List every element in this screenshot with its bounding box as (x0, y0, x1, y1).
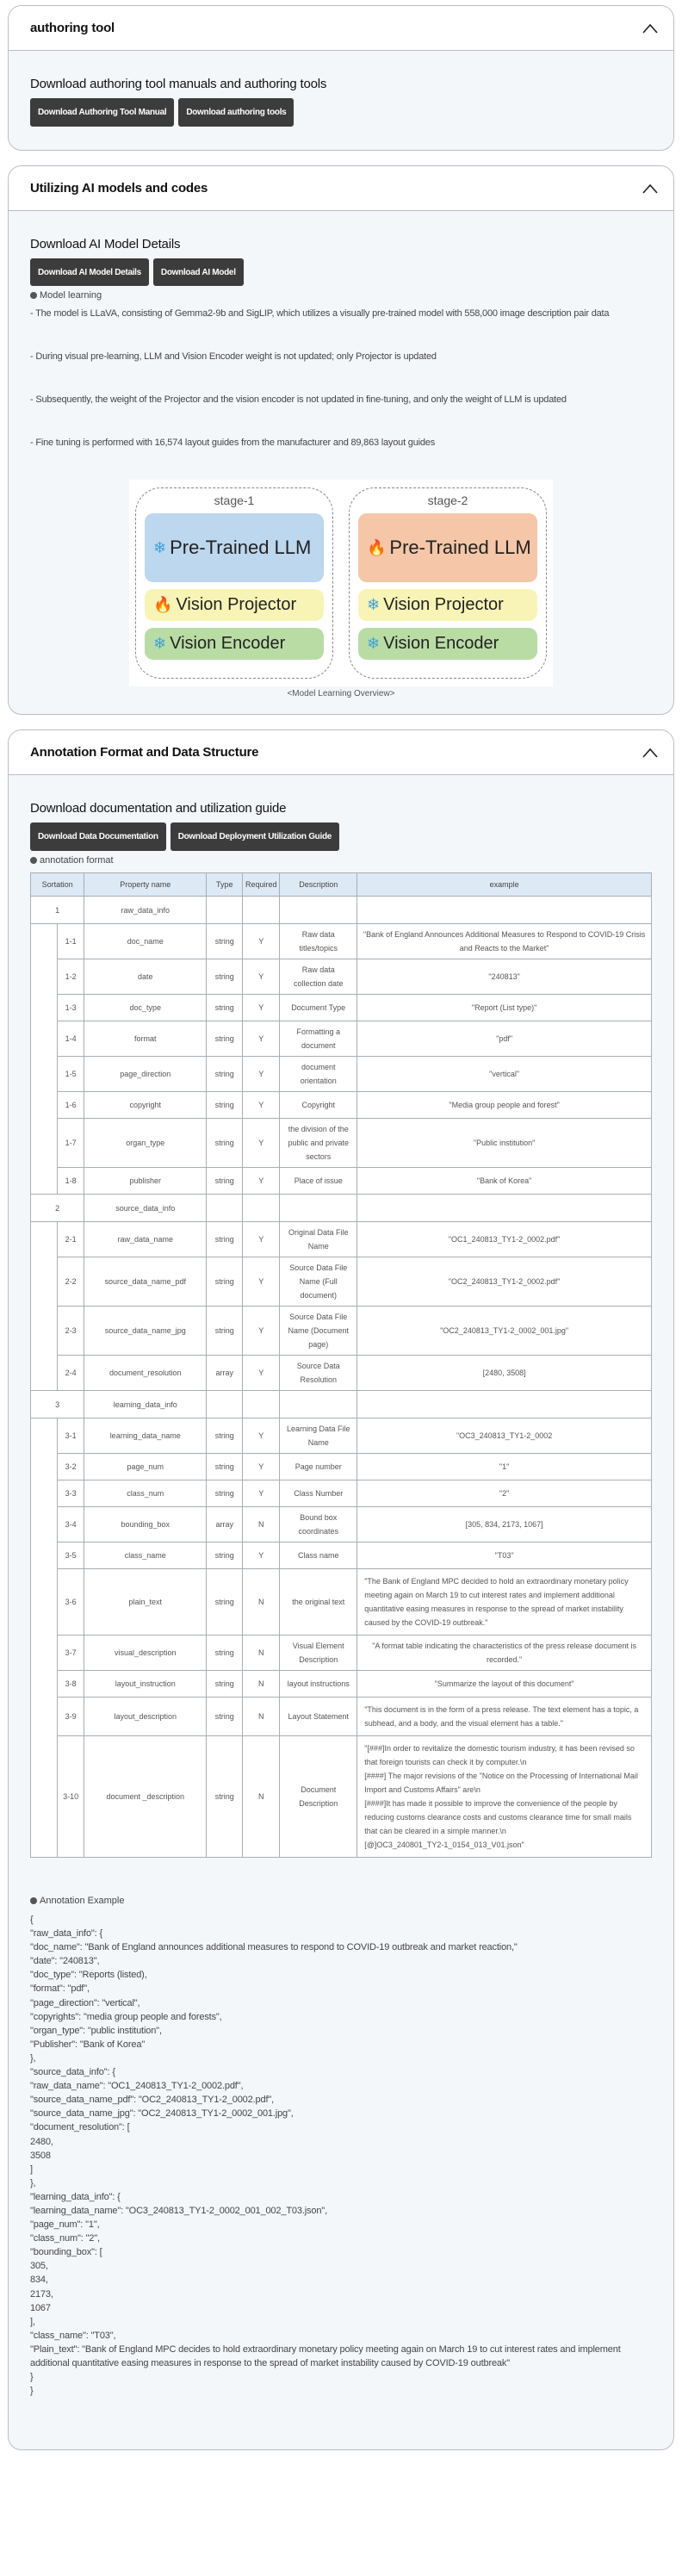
chevron-up-icon[interactable] (642, 22, 659, 34)
indent-cell (31, 1480, 58, 1507)
property-name-cell: raw_data_name (84, 1222, 207, 1257)
annotation-header[interactable] (9, 730, 673, 775)
description-cell: Layout Statement (280, 1698, 357, 1736)
table-row (31, 1418, 652, 1454)
indent-cell (31, 1698, 58, 1736)
snowflake-icon: ❄ (153, 538, 167, 556)
example-cell: "Summarize the layout of this document" (357, 1671, 652, 1698)
example-cell: "2" (357, 1480, 652, 1507)
download-ai-model-button[interactable]: Download AI Model (153, 258, 244, 286)
type-cell: string (207, 1542, 243, 1569)
fire-icon: 🔥 (153, 596, 173, 613)
empty-cell (207, 1391, 243, 1418)
property-name-cell: copyright (84, 1092, 207, 1119)
required-cell: Y (243, 1021, 280, 1057)
annotation-format-bullet (30, 855, 652, 866)
table-row (31, 1168, 652, 1195)
description-cell: Learning Data File Name (280, 1418, 357, 1454)
type-cell: array (207, 1356, 243, 1391)
required-cell: Y (243, 1168, 280, 1195)
indent-cell (31, 1222, 58, 1257)
required-cell: N (243, 1636, 280, 1671)
type-cell: string (207, 1569, 243, 1636)
table-row (31, 924, 652, 959)
ai-models-header[interactable] (9, 166, 673, 211)
group-name-cell: learning_data_info (84, 1391, 207, 1418)
table-row (31, 1356, 652, 1391)
indent-cell (31, 1736, 58, 1858)
table-row (31, 1454, 652, 1480)
example-cell: "T03" (357, 1542, 652, 1569)
table-row (31, 1507, 652, 1542)
section-title: Download AI Model Details (30, 237, 181, 251)
group-number-cell: 3 (31, 1391, 84, 1418)
property-name-cell: layout_description (84, 1698, 207, 1736)
model-paragraph: - The model is LLaVA, consisting of Gemma2-9b and SigLIP, which utilizes a visually pre-trained model with 558,000 image description pair data (30, 308, 610, 319)
bullet-label: Model learning (40, 290, 102, 301)
property-name-cell: document_resolution (84, 1356, 207, 1391)
column-header: Type (207, 873, 243, 897)
table-body (31, 897, 652, 1858)
required-cell: N (243, 1569, 280, 1636)
group-number-cell: 2 (31, 1195, 84, 1222)
section-title: Download documentation and utilization guide (30, 801, 287, 816)
table-row (31, 1480, 652, 1507)
model-paragraph: - During visual pre-learning, LLM and Vision Encoder weight is not updated; only Projector is updated (30, 351, 437, 362)
required-cell: Y (243, 1257, 280, 1307)
example-cell: "This document is in the form of a press release. The text element has a topic, a subhead, and a body, and the visual element has a table." (357, 1698, 652, 1736)
description-cell: Class name (280, 1542, 357, 1569)
block-label: Vision Encoder (170, 634, 286, 653)
required-cell: Y (243, 1480, 280, 1507)
required-cell: N (243, 1698, 280, 1736)
authoring-tool-body (9, 51, 673, 150)
snowflake-icon: ❄ (153, 635, 167, 652)
annotation-example-code: { "raw_data_info": { "doc_name": "Bank of England announces additional measures to respond to COVID-19 outbreak and market reaction," "date": "240813", "doc_type": "Reports (listed), "format": "pdf", "page_direction": "vertical", "copyrights": "media group people and forests", "organ_type": "public institution", "Publisher": "Bank of Korea" }, "source_data_info": { "raw_data_name": "OC1_240813_TY1-2_0002.pdf", "source_data_name_pdf": "OC2_240813_TY1-2_0002.pdf", "source_data_name_jpg": "OC2_240813_TY1-2_0002_001.jpg", "document_resolution": [ 2480, 3508 ] }, "learning_data_info": { "learning_data_name": "OC3_240813_TY1-2_0002_001_002_T03.json", "page_num": "1", "class_num": "2", "bounding_box": [ 305, 834, 2173, 1067 ], "class_name": "T03", "Plain_text": "Bank of England MPC decides to hold extraordinary monetary policy meeting again on March 19 to cut interest rates and implement additional quantitative easing measures in response to the spread of market instability caused by COVID-19 outbreak" } } (30, 1915, 621, 2397)
sortation-cell: 1-5 (58, 1057, 84, 1092)
sortation-cell: 1-6 (58, 1092, 84, 1119)
indent-cell (31, 1119, 58, 1168)
block-label: Pre-Trained LLM (170, 537, 312, 558)
group-name-cell: raw_data_info (84, 897, 207, 924)
table-row (31, 1542, 652, 1569)
download-ai-model-details-button[interactable]: Download AI Model Details (30, 258, 149, 286)
type-cell: string (207, 1119, 243, 1168)
snowflake-icon: ❄ (367, 596, 381, 613)
sortation-cell: 3-6 (58, 1569, 84, 1636)
property-name-cell: page_direction (84, 1057, 207, 1092)
indent-cell (31, 1057, 58, 1092)
indent-cell (31, 1418, 58, 1454)
required-cell: N (243, 1671, 280, 1698)
property-name-cell: format (84, 1021, 207, 1057)
type-cell: string (207, 1057, 243, 1092)
group-name-cell: source_data_info (84, 1195, 207, 1222)
chevron-up-icon[interactable] (642, 183, 659, 195)
table-row (31, 959, 652, 995)
description-cell: Page number (280, 1454, 357, 1480)
model-learning-bullet (30, 290, 652, 301)
description-cell: Formatting a document (280, 1021, 357, 1057)
block-label: Vision Projector (176, 595, 297, 614)
sortation-cell: 1-3 (58, 995, 84, 1021)
sortation-cell: 1-2 (58, 959, 84, 995)
property-name-cell: date (84, 959, 207, 995)
sortation-cell: 1-1 (58, 924, 84, 959)
column-header: example (357, 873, 652, 897)
property-name-cell: class_num (84, 1480, 207, 1507)
property-name-cell: visual_description (84, 1636, 207, 1671)
empty-cell (243, 897, 280, 924)
indent-cell (31, 924, 58, 959)
vision-encoder-block (358, 628, 537, 660)
annotation-format-table (30, 872, 652, 1858)
download-authoring-tools-button[interactable]: Download authoring tools (178, 98, 294, 127)
type-cell: string (207, 1736, 243, 1858)
table-row (31, 1021, 652, 1057)
type-cell: string (207, 959, 243, 995)
example-cell: "Public institution" (357, 1119, 652, 1168)
empty-cell (243, 1391, 280, 1418)
pretrained-llm-block (358, 513, 537, 582)
type-cell: string (207, 1092, 243, 1119)
column-header: Required (243, 873, 280, 897)
sortation-cell: 3-5 (58, 1542, 84, 1569)
required-cell: Y (243, 1222, 280, 1257)
required-cell: Y (243, 1542, 280, 1569)
type-cell: string (207, 1222, 243, 1257)
vision-encoder-block (145, 628, 324, 660)
empty-cell (280, 1195, 357, 1222)
property-name-cell: document _description (84, 1736, 207, 1858)
description-cell: document orientation (280, 1057, 357, 1092)
description-cell: Document Type (280, 995, 357, 1021)
figure-caption: <Model Learning Overview> (287, 689, 395, 698)
stage-label: stage-1 (214, 493, 255, 507)
property-name-cell: plain_text (84, 1569, 207, 1636)
table-row (31, 1119, 652, 1168)
indent-cell (31, 1636, 58, 1671)
description-cell: Original Data File Name (280, 1222, 357, 1257)
property-name-cell: source_data_name_pdf (84, 1257, 207, 1307)
description-cell: Class Number (280, 1480, 357, 1507)
table-row (31, 1671, 652, 1698)
empty-cell (280, 897, 357, 924)
sortation-cell: 1-4 (58, 1021, 84, 1057)
empty-cell (357, 1195, 652, 1222)
ai-models-panel (8, 165, 674, 715)
description-cell: Source Data File Name (Full document) (280, 1257, 357, 1307)
indent-cell (31, 1507, 58, 1542)
table-row (31, 1698, 652, 1736)
table-row (31, 1092, 652, 1119)
empty-cell (207, 897, 243, 924)
property-name-cell: layout_instruction (84, 1671, 207, 1698)
description-cell: the original text (280, 1569, 357, 1636)
description-cell: Document Description (280, 1736, 357, 1858)
property-name-cell: organ_type (84, 1119, 207, 1168)
required-cell: Y (243, 1307, 280, 1356)
required-cell: Y (243, 1418, 280, 1454)
panel-title: Annotation Format and Data Structure (30, 745, 259, 760)
type-cell: string (207, 1021, 243, 1057)
indent-cell (31, 1454, 58, 1480)
indent-cell (31, 1569, 58, 1636)
sortation-cell: 3-10 (58, 1736, 84, 1858)
sortation-cell: 3-3 (58, 1480, 84, 1507)
panel-title: authoring tool (30, 21, 115, 35)
type-cell: string (207, 1698, 243, 1736)
table-row (31, 1736, 652, 1858)
block-label: Vision Projector (383, 595, 504, 614)
property-name-cell: publisher (84, 1168, 207, 1195)
group-number-cell: 1 (31, 897, 84, 924)
property-name-cell: class_name (84, 1542, 207, 1569)
table-row (31, 995, 652, 1021)
sortation-cell: 3-1 (58, 1418, 84, 1454)
indent-cell (31, 1257, 58, 1307)
example-cell: "OC2_240813_TY1-2_0002.pdf" (357, 1257, 652, 1307)
authoring-tool-header[interactable] (9, 6, 673, 51)
table-group-row (31, 1391, 652, 1418)
property-name-cell: learning_data_name (84, 1418, 207, 1454)
description-cell: Source Data Resolution (280, 1356, 357, 1391)
required-cell: Y (243, 1356, 280, 1391)
download-data-documentation-button[interactable]: Download Data Documentation (30, 822, 166, 851)
description-cell: Place of issue (280, 1168, 357, 1195)
type-cell: string (207, 1418, 243, 1454)
table-row (31, 1636, 652, 1671)
column-header: Property name (84, 873, 207, 897)
model-learning-figure (129, 480, 553, 698)
bullet-dot-icon (30, 292, 37, 299)
example-cell: "OC1_240813_TY1-2_0002.pdf" (357, 1222, 652, 1257)
table-group-row (31, 897, 652, 924)
sortation-cell: 3-8 (58, 1671, 84, 1698)
example-cell: "The Bank of England MPC decided to hold an extraordinary monetary policy meeting again on March 19 to cut interest rates and implement additional quantitative easing measures in response to the spread of market instability caused by the COVID-19 outbreak." (357, 1569, 652, 1636)
property-name-cell: doc_type (84, 995, 207, 1021)
empty-cell (357, 1391, 652, 1418)
model-paragraph: - Subsequently, the weight of the Projector and the vision encoder is not updated in fine-tuning, and only the weight of LLM is updated (30, 394, 567, 405)
indent-cell (31, 1542, 58, 1569)
table-row (31, 1057, 652, 1092)
download-authoring-tool-manual-button[interactable]: Download Authoring Tool Manual (30, 98, 174, 127)
type-cell: string (207, 1480, 243, 1507)
sortation-cell: 1-7 (58, 1119, 84, 1168)
type-cell: string (207, 1168, 243, 1195)
sortation-cell: 2-3 (58, 1307, 84, 1356)
property-name-cell: page_num (84, 1454, 207, 1480)
example-cell: "OC3_240813_TY1-2_0002 (357, 1418, 652, 1454)
type-cell: string (207, 924, 243, 959)
column-header: Description (280, 873, 357, 897)
bullet-dot-icon (30, 1897, 37, 1904)
example-cell: "pdf" (357, 1021, 652, 1057)
model-paragraph: - Fine tuning is performed with 16,574 layout guides from the manufacturer and 89,863 layout guides (30, 438, 435, 448)
annotation-example-bullet (30, 1896, 652, 1906)
column-header: Sortation (31, 873, 84, 897)
block-label: Vision Encoder (383, 634, 499, 653)
type-cell: string (207, 995, 243, 1021)
example-cell: "OC2_240813_TY1-2_0002_001.jpg" (357, 1307, 652, 1356)
stage-2-box (349, 487, 547, 679)
example-cell: "Report (List type)" (357, 995, 652, 1021)
example-cell: "1" (357, 1454, 652, 1480)
example-cell: "vertical" (357, 1057, 652, 1092)
indent-cell (31, 1307, 58, 1356)
description-cell: Visual Element Description (280, 1636, 357, 1671)
sortation-cell: 2-4 (58, 1356, 84, 1391)
sortation-cell: 3-2 (58, 1454, 84, 1480)
type-cell: string (207, 1671, 243, 1698)
property-name-cell: source_data_name_jpg (84, 1307, 207, 1356)
empty-cell (280, 1391, 357, 1418)
description-cell: layout instructions (280, 1671, 357, 1698)
required-cell: Y (243, 1119, 280, 1168)
stage-label: stage-2 (427, 493, 468, 507)
description-cell: Raw data titles/topics (280, 924, 357, 959)
description-cell: the division of the public and private sectors (280, 1119, 357, 1168)
indent-cell (31, 1092, 58, 1119)
property-name-cell: doc_name (84, 924, 207, 959)
example-cell: "Bank of England Announces Additional Measures to Respond to COVID-19 Crisis and Reacts to the Market" (357, 924, 652, 959)
vision-projector-block (358, 589, 537, 621)
model-learning-diagram (129, 480, 553, 686)
sortation-cell: 3-9 (58, 1698, 84, 1736)
required-cell: Y (243, 1092, 280, 1119)
required-cell: N (243, 1736, 280, 1858)
type-cell: string (207, 1257, 243, 1307)
bullet-dot-icon (30, 857, 37, 864)
description-cell: Source Data File Name (Document page) (280, 1307, 357, 1356)
type-cell: string (207, 1636, 243, 1671)
indent-cell (31, 1021, 58, 1057)
example-cell: "A format table indicating the characteristics of the press release document is recorded." (357, 1636, 652, 1671)
block-label: Pre-Trained LLM (389, 537, 531, 558)
annotation-panel (8, 729, 674, 2450)
table-row (31, 1257, 652, 1307)
example-cell: [305, 834, 2173, 1067] (357, 1507, 652, 1542)
indent-cell (31, 1356, 58, 1391)
empty-cell (243, 1195, 280, 1222)
bullet-label: annotation format (40, 855, 114, 866)
type-cell: array (207, 1507, 243, 1542)
download-deployment-guide-button[interactable]: Download Deployment Utilization Guide (170, 822, 339, 851)
description-cell: Bound box coordinates (280, 1507, 357, 1542)
indent-cell (31, 995, 58, 1021)
section-title: Download authoring tool manuals and authoring tools (30, 77, 327, 91)
table-row (31, 1307, 652, 1356)
vision-projector-block (145, 589, 324, 621)
description-cell: Raw data collection date (280, 959, 357, 995)
chevron-up-icon[interactable] (642, 747, 659, 759)
panel-title: Utilizing AI models and codes (30, 181, 208, 196)
bullet-label: Annotation Example (40, 1896, 125, 1906)
property-name-cell: bounding_box (84, 1507, 207, 1542)
type-cell: string (207, 1307, 243, 1356)
type-cell: string (207, 1454, 243, 1480)
table-header-row (31, 873, 652, 897)
pretrained-llm-block (145, 513, 324, 582)
example-cell: "[###]In order to revitalize the domestic tourism industry, it has been revised so that foreign tourists can check it by computer.\n [####] The major revisions of the "Notice on the Processing of International Mail Import and Customs Affairs" are\n [####]It has made it possible to improve the convenience of the people by reducing customs clearance costs and customs clearance time for small mails that can be cleared in a simple manner.\n [@]OC3_240801_TY2-1_0154_013_V01.json" (357, 1736, 652, 1858)
ai-models-body (9, 211, 673, 714)
indent-cell (31, 959, 58, 995)
annotation-example (30, 1896, 652, 2398)
table-row (31, 1222, 652, 1257)
example-cell: "Bank of Korea" (357, 1168, 652, 1195)
required-cell: Y (243, 1454, 280, 1480)
empty-cell (207, 1195, 243, 1222)
sortation-cell: 3-4 (58, 1507, 84, 1542)
annotation-body (9, 775, 673, 2449)
stage-1-box (135, 487, 333, 679)
indent-cell (31, 1671, 58, 1698)
fire-icon: 🔥 (367, 538, 387, 556)
empty-cell (357, 897, 652, 924)
snowflake-icon: ❄ (367, 635, 381, 652)
sortation-cell: 3-7 (58, 1636, 84, 1671)
example-cell: [2480, 3508] (357, 1356, 652, 1391)
table-group-row (31, 1195, 652, 1222)
sortation-cell: 2-2 (58, 1257, 84, 1307)
example-cell: "240813" (357, 959, 652, 995)
required-cell: Y (243, 959, 280, 995)
example-cell: "Media group people and forest" (357, 1092, 652, 1119)
authoring-tool-panel (8, 5, 674, 151)
sortation-cell: 1-8 (58, 1168, 84, 1195)
description-cell: Copyright (280, 1092, 357, 1119)
sortation-cell: 2-1 (58, 1222, 84, 1257)
table-row (31, 1569, 652, 1636)
required-cell: N (243, 1507, 280, 1542)
required-cell: Y (243, 1057, 280, 1092)
indent-cell (31, 1168, 58, 1195)
required-cell: Y (243, 924, 280, 959)
required-cell: Y (243, 995, 280, 1021)
